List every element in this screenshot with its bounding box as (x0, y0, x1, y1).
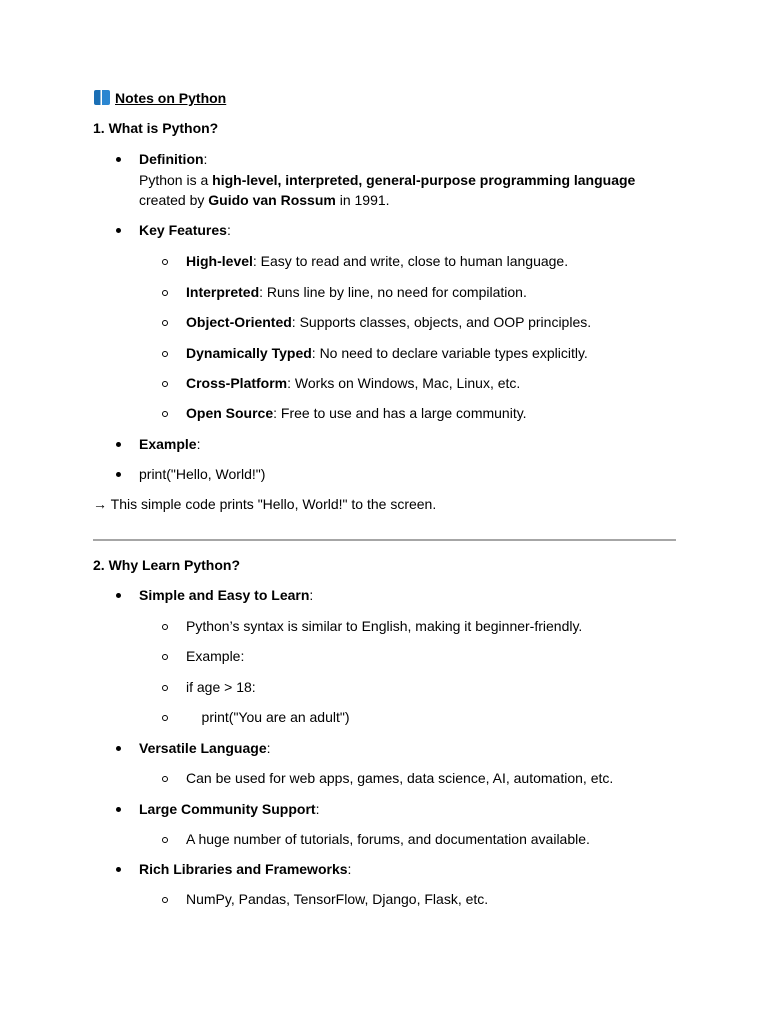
bullet-dot (116, 807, 121, 812)
section-1-heading: 1. What is Python? (93, 120, 219, 136)
community-label: Large Community Support: (139, 801, 320, 817)
key-features-label: Key Features: (139, 222, 231, 238)
list-item: Python’s syntax is similar to English, making it beginner-friendly. (186, 618, 583, 634)
bullet-circle (162, 897, 168, 903)
list-item: NumPy, Pandas, TensorFlow, Django, Flask, etc. (186, 891, 489, 907)
bullet-dot (116, 472, 121, 477)
bullet-circle (162, 320, 168, 326)
horizontal-divider (93, 539, 676, 541)
section-2-heading: 2. Why Learn Python? (93, 557, 241, 573)
bullet-dot (116, 867, 121, 872)
bullet-circle (162, 715, 168, 721)
code-line: print("You are an adult") (186, 709, 350, 725)
bullet-dot (116, 157, 121, 162)
feature-item: Interpreted: Runs line by line, no need for compilation. (186, 284, 527, 300)
bullet-dot (116, 593, 121, 598)
bullet-circle (162, 259, 168, 265)
bullet-circle (162, 411, 168, 417)
bullet-circle (162, 837, 168, 843)
bullet-circle (162, 290, 168, 296)
feature-item: Dynamically Typed: No need to declare variable types explicitly. (186, 345, 588, 361)
code-line: if age > 18: (186, 679, 256, 695)
bullet-circle (162, 381, 168, 387)
example-code: print("Hello, World!") (139, 466, 266, 482)
bullet-circle (162, 624, 168, 630)
definition-label: Definition: (139, 151, 208, 167)
libraries-label: Rich Libraries and Frameworks: (139, 861, 352, 877)
definition-line-2: created by Guido van Rossum in 1991. (139, 192, 390, 208)
definition-line-1: Python is a high-level, interpreted, general-purpose programming language (139, 172, 636, 188)
bullet-circle (162, 685, 168, 691)
versatile-label: Versatile Language: (139, 740, 271, 756)
simple-label: Simple and Easy to Learn: (139, 587, 314, 603)
bullet-circle (162, 654, 168, 660)
list-item: A huge number of tutorials, forums, and documentation available. (186, 831, 590, 847)
bullet-dot (116, 228, 121, 233)
feature-item: Open Source: Free to use and has a large community. (186, 405, 527, 421)
document-title: Notes on Python (94, 88, 226, 108)
list-item: Example: (186, 648, 245, 664)
feature-item: Cross-Platform: Works on Windows, Mac, Linux, etc. (186, 375, 521, 391)
bullet-dot (116, 746, 121, 751)
feature-item: Object-Oriented: Supports classes, objects, and OOP principles. (186, 314, 592, 330)
example-note: → This simple code prints "Hello, World!" to the screen. (93, 496, 437, 512)
bullet-circle (162, 776, 168, 782)
book-icon (94, 90, 110, 105)
bullet-circle (162, 351, 168, 357)
list-item: Can be used for web apps, games, data science, AI, automation, etc. (186, 770, 614, 786)
feature-item: High-level: Easy to read and write, close to human language. (186, 253, 569, 269)
bullet-dot (116, 442, 121, 447)
example-label: Example: (139, 436, 201, 452)
